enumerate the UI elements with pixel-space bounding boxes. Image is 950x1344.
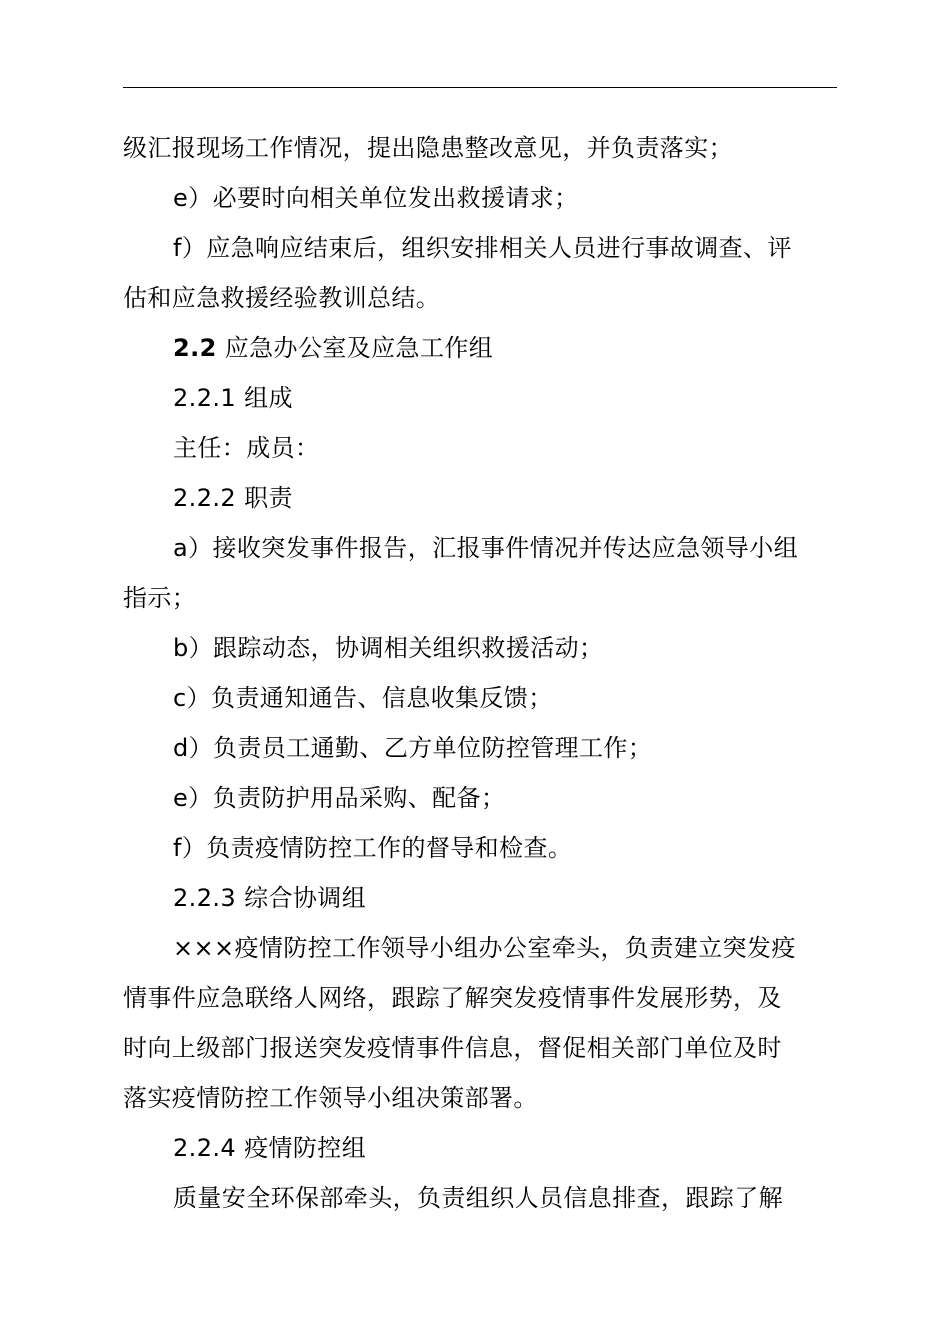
list-item-c: c）负责通知通告、信息收集反馈； xyxy=(173,684,553,712)
members-line: 主任：成员： xyxy=(173,434,320,462)
paragraph-line: 落实疫情防控工作领导小组决策部署。 xyxy=(123,1084,538,1112)
list-item-a: a）接收突发事件报告，汇报事件情况并传达应急领导小组 xyxy=(173,534,799,562)
subsection-heading-2-2-1: 2.2.1 组成 xyxy=(173,384,293,412)
paragraph-line: 时向上级部门报送突发疫情事件信息，督促相关部门单位及时 xyxy=(123,1034,782,1062)
paragraph-line: ×××疫情防控工作领导小组办公室牵头，负责建立突发疫 xyxy=(173,934,796,962)
list-item-e: e）负责防护用品采购、配备； xyxy=(173,784,506,812)
section-title: 应急办公室及应急工作组 xyxy=(224,334,494,362)
subsection-heading-2-2-2: 2.2.2 职责 xyxy=(173,484,293,512)
list-item-f: f）负责疫情防控工作的督导和检查。 xyxy=(173,834,573,862)
list-item-e-report: e）必要时向相关单位发出救援请求； xyxy=(173,184,579,212)
paragraph-line: 情事件应急联络人网络，跟踪了解突发疫情事件发展形势，及 xyxy=(123,984,782,1012)
list-item-f-report: f）应急响应结束后，组织安排相关人员进行事故调查、评 xyxy=(173,234,792,262)
list-item-d: d）负责员工通勤、乙方单位防控管理工作； xyxy=(173,734,653,762)
section-heading-2-2 xyxy=(173,333,903,363)
header-rule xyxy=(123,87,837,88)
paragraph-line: 质量安全环保部牵头，负责组织人员信息排查，跟踪了解 xyxy=(173,1184,783,1212)
subsection-heading-2-2-3: 2.2.3 综合协调组 xyxy=(173,884,367,912)
section-number: 2.2 xyxy=(173,334,217,362)
paragraph-line: 估和应急救援经验教训总结。 xyxy=(123,284,441,312)
paragraph-line: 指示； xyxy=(123,584,197,612)
paragraph-line: 级汇报现场工作情况，提出隐患整改意见，并负责落实； xyxy=(123,134,733,162)
list-item-b: b）跟踪动态，协调相关组织救援活动； xyxy=(173,634,604,662)
subsection-heading-2-2-4: 2.2.4 疫情防控组 xyxy=(173,1134,367,1162)
